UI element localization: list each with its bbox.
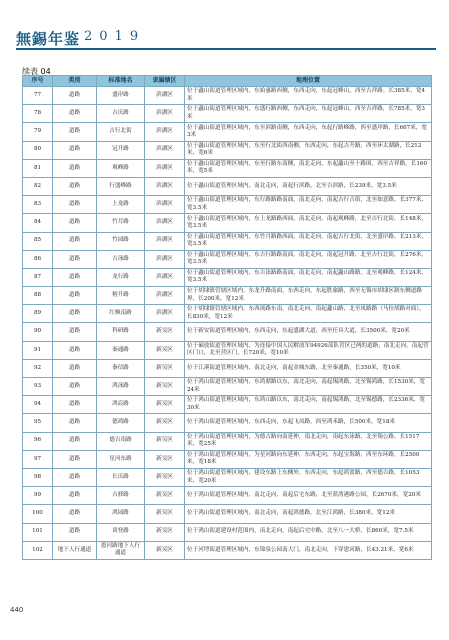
cell-standard-name: 龙行路 xyxy=(97,268,145,286)
table-row xyxy=(23,177,432,195)
cell-category: 道路 xyxy=(53,123,97,141)
table-row xyxy=(23,541,432,559)
cell-location: 位于蠡山街道管理区域内，南北走向，南起行滨路，北至吉滨路，长239米，宽3.5米 xyxy=(185,177,432,195)
cell-standard-name: 竹园路 xyxy=(97,232,145,250)
cell-number: 88 xyxy=(23,287,53,305)
cell-number: 99 xyxy=(23,487,53,505)
cell-location: 位于蠡山街道管理区域内，东至滨路南侧，东西走向，东起行路峰路，西至盛岸路，长667米，宽3米 xyxy=(185,123,432,141)
cell-standard-name: 谈登路 xyxy=(97,523,145,541)
table-row xyxy=(23,196,432,214)
cell-category: 道路 xyxy=(53,214,97,232)
cell-number: 101 xyxy=(23,523,53,541)
cell-district: 新吴区 xyxy=(145,523,185,541)
table-title: 续表 04 xyxy=(22,67,51,76)
col-header-number: 序号 xyxy=(23,76,53,87)
cell-standard-name: 冠升路 xyxy=(97,141,145,159)
cell-location: 位于蠡山街道管理区域内，东至行路东南侧，南北走向，东起蠡山至十路围，西至吉祥路，长160米，宽5米 xyxy=(185,159,432,177)
cell-number: 92 xyxy=(23,359,53,377)
header-rule xyxy=(16,48,436,50)
col-header-standard-name: 标准地名 xyxy=(97,76,145,87)
cell-location: 位于鸿山街道建设村范围内，南北走向，南起后宅中路，北至八一大桥，长860米，宽7.5米 xyxy=(185,523,432,541)
cell-location: 位于鸿山街道管理区域内，为星河路向东延伸，东西走向，东起宝海路，西至东环路，长2500米，宽18米 xyxy=(185,450,432,468)
yearbook-brand: 無錫年鉴 xyxy=(16,30,81,48)
table-row xyxy=(23,378,432,396)
cell-district: 新吴区 xyxy=(145,450,185,468)
cell-location: 位于蠡山街道管理区域内。东始惠路西侧，东西走向，东起冠峰山，西至吉祥路。长385米，宽4米 xyxy=(185,87,432,105)
cell-category: 道路 xyxy=(53,159,97,177)
cell-number: 83 xyxy=(23,196,53,214)
cell-category: 道路 xyxy=(53,105,97,123)
cell-location: 位于硕放街道管理区域内，为连接中国人民解放军94926部队营区已两的道路，南北走向，南起营区门口，北至营区门，长720米，宽10米 xyxy=(185,341,432,359)
cell-category: 地下人行通道 xyxy=(53,541,97,559)
cell-district: 新吴区 xyxy=(145,396,185,414)
cell-number: 77 xyxy=(23,87,53,105)
cell-category: 道路 xyxy=(53,87,97,105)
cell-category: 道路 xyxy=(53,378,97,396)
cell-category: 道路 xyxy=(53,414,97,432)
cell-category: 道路 xyxy=(53,287,97,305)
cell-district: 滨湖区 xyxy=(145,232,185,250)
cell-category: 道路 xyxy=(53,268,97,286)
cell-district: 新吴区 xyxy=(145,541,185,559)
cell-number: 90 xyxy=(23,323,53,341)
cell-district: 滨湖区 xyxy=(145,196,185,214)
cell-location: 位于蠡山街道管理区域内，东盛行路西侧，东西走向，东起冠峰山，西至吉祥路，长785米，宽3米 xyxy=(185,105,432,123)
cell-location: 位于鸿山街道管理区域内，为德吉路向南延伸，南北走向，南起东泳路，北至锡公路，长1517米，宽25米 xyxy=(185,432,432,450)
table-row xyxy=(23,468,432,486)
cell-number: 79 xyxy=(23,123,53,141)
table-row xyxy=(23,214,432,232)
cell-number: 84 xyxy=(23,214,53,232)
cell-category: 道路 xyxy=(53,232,97,250)
cell-district: 滨湖区 xyxy=(145,305,185,323)
cell-location: 位于蠡山街道管理区域内，东吉泳路路南面，南北走向，南起蠡山路路，北至观峰路，长124米，宽3.5米 xyxy=(185,268,432,286)
cell-number: 97 xyxy=(23,450,53,468)
cell-district: 新吴区 xyxy=(145,359,185,377)
cell-location: 位于鸿山街道管理区域内，南北走向，南起鸿德路，北至江鸿路，长380米，宽12米 xyxy=(185,505,432,523)
cell-location: 位于鸿山街道管理区域内，东鸿山路以东，南北走向，南起锡鸿路，北至锡德路，长2336米，宽30米 xyxy=(185,396,432,414)
cell-number: 91 xyxy=(23,341,53,359)
cell-category: 道路 xyxy=(53,487,97,505)
cell-standard-name: 行盛峰路 xyxy=(97,177,145,195)
cell-location: 位于蠡山街道管理区域内，东上龙路路西面，南北走向，南起观峰路，北至吉行北街，长148米，宽3.5米 xyxy=(185,214,432,232)
cell-district: 滨湖区 xyxy=(145,268,185,286)
cell-number: 85 xyxy=(23,232,53,250)
place-names-table xyxy=(22,75,432,560)
cell-category: 道路 xyxy=(53,341,97,359)
cell-standard-name: 吉泳路 xyxy=(97,250,145,268)
cell-number: 100 xyxy=(23,505,53,523)
table-row xyxy=(23,287,432,305)
cell-location: 位于蠡山街道管理区域内，东至行北街西南侧，东西走向，东起吉升路，西至环太湖路，长212米，宽6米 xyxy=(185,141,432,159)
cell-location: 位于鸿山街道管理区域内，东西走向，东起飞凤路，西至鸿禾路，长500米，宽18米 xyxy=(185,414,432,432)
cell-district: 新吴区 xyxy=(145,505,185,523)
cell-location: 位于江溪街道管理区域内，南北走向，南起金城东路，北至秦通路，长350米，宽10米 xyxy=(185,359,432,377)
cell-district: 滨湖区 xyxy=(145,177,185,195)
cell-district: 滨湖区 xyxy=(145,87,185,105)
table-row xyxy=(23,505,432,523)
cell-category: 道路 xyxy=(53,432,97,450)
cell-standard-name: 竹月路 xyxy=(97,214,145,232)
cell-category: 道路 xyxy=(53,450,97,468)
cell-number: 86 xyxy=(23,250,53,268)
cell-number: 78 xyxy=(23,105,53,123)
cell-number: 89 xyxy=(23,305,53,323)
cell-location: 位于蠡山街道管理区域内，东竹月路路西面，南北走向，南起吉行北街，北至盛岸路，长213米，宽3.5米 xyxy=(185,232,432,250)
table-row xyxy=(23,432,432,450)
table-body xyxy=(23,87,432,560)
table-row xyxy=(23,232,432,250)
cell-standard-name: 吉行北街 xyxy=(97,123,145,141)
page-number: 440 xyxy=(10,606,24,614)
table-row xyxy=(23,450,432,468)
cell-number: 80 xyxy=(23,141,53,159)
col-header-district: 隶属辖区 xyxy=(145,76,185,87)
cell-number: 94 xyxy=(23,396,53,414)
cell-location: 位于鸿山街道管理区域内，东鸿鼎路以东，南北走向，南起锡鸿路，北至锡鸿路，长1530米，宽24米 xyxy=(185,378,432,396)
table-header-row xyxy=(23,76,432,87)
cell-category: 道路 xyxy=(53,250,97,268)
cell-number: 96 xyxy=(23,432,53,450)
table-row xyxy=(23,268,432,286)
table-row xyxy=(23,396,432,414)
cell-location: 位于蠡山街道管理区域内，东吉行路路南面，南北走向，南起冠升路，北至吉行北街，长276米，宽3.5米 xyxy=(185,250,432,268)
table-row xyxy=(23,141,432,159)
cell-location: 位于鸿山街道管理区域内，南北走向，南起后宅东路，北至蓝湾港路公园，长2670米，宽20米 xyxy=(185,487,432,505)
yearbook-year: 2019 xyxy=(84,29,146,44)
cell-district: 滨湖区 xyxy=(145,141,185,159)
cell-number: 102 xyxy=(23,541,53,559)
cell-standard-name: 红枫南路 xyxy=(97,305,145,323)
cell-number: 98 xyxy=(23,468,53,486)
cell-district: 滨湖区 xyxy=(145,105,185,123)
cell-standard-name: 秦通路 xyxy=(97,341,145,359)
cell-category: 道路 xyxy=(53,196,97,214)
table-row xyxy=(23,487,432,505)
cell-location: 位于鸿山街道管理区域内，建设东路上东侧外，东西走向，东起鸿盈路，西至德吉路，长1053米，宽20米 xyxy=(185,468,432,486)
cell-location: 位于胡埭镇管辖区域内，东龙升路南面，东西走向，东起胜旅路，西至无锡市胡埭区制东侧道路界，长200米，宽12米 xyxy=(185,287,432,305)
col-header-location: 地理位置 xyxy=(185,76,432,87)
cell-standard-name: 鸿园路 xyxy=(97,505,145,523)
cell-category: 道路 xyxy=(53,359,97,377)
cell-location: 位于新安街道管理区域内，东西走向，东起盛湖大道，西至任具大道，长3500米，宽20米 xyxy=(185,323,432,341)
cell-number: 82 xyxy=(23,177,53,195)
cell-category: 道路 xyxy=(53,505,97,523)
cell-standard-name: 榕升路 xyxy=(97,287,145,305)
cell-standard-name: 上龙路 xyxy=(97,196,145,214)
table-row xyxy=(23,341,432,359)
cell-category: 道路 xyxy=(53,323,97,341)
cell-standard-name: 德吉南路 xyxy=(97,432,145,450)
table-row xyxy=(23,323,432,341)
cell-category: 道路 xyxy=(53,141,97,159)
cell-standard-name: 秦信路 xyxy=(97,359,145,377)
cell-standard-name: 长庆路 xyxy=(97,468,145,486)
cell-district: 滨湖区 xyxy=(145,214,185,232)
cell-standard-name: 科研路 xyxy=(97,323,145,341)
cell-standard-name: 吉庆路 xyxy=(97,105,145,123)
cell-standard-name: 盛岸路 xyxy=(97,87,145,105)
cell-standard-name: 恩河路地下人行通道 xyxy=(97,541,145,559)
cell-number: 81 xyxy=(23,159,53,177)
cell-district: 滨湖区 xyxy=(145,159,185,177)
cell-category: 道路 xyxy=(53,396,97,414)
cell-standard-name: 星河东路 xyxy=(97,450,145,468)
cell-category: 道路 xyxy=(53,468,97,486)
cell-standard-name: 德鸿路 xyxy=(97,414,145,432)
cell-location: 位于胡埭镇管辖区域内，东西流路东南，南北走向，南起蠡山路，北至凤路路（马拉胡路对面），长830米，宽12米 xyxy=(185,305,432,323)
table-row xyxy=(23,87,432,105)
table-row xyxy=(23,305,432,323)
cell-standard-name: 鸿泳路 xyxy=(97,378,145,396)
cell-district: 新吴区 xyxy=(145,414,185,432)
table-row xyxy=(23,250,432,268)
cell-standard-name: 鸿宸路 xyxy=(97,396,145,414)
cell-district: 新吴区 xyxy=(145,323,185,341)
cell-number: 93 xyxy=(23,378,53,396)
cell-district: 新吴区 xyxy=(145,432,185,450)
cell-standard-name: 观峰路 xyxy=(97,159,145,177)
table-row xyxy=(23,523,432,541)
cell-number: 87 xyxy=(23,268,53,286)
cell-district: 新吴区 xyxy=(145,378,185,396)
cell-category: 道路 xyxy=(53,177,97,195)
table-row xyxy=(23,414,432,432)
cell-location: 位于蠡山街道管理区域内，东行路路路南面，南北走向，南起吉行吉街，北至如意路，长377米，宽3.5米 xyxy=(185,196,432,214)
cell-district: 滨湖区 xyxy=(145,287,185,305)
cell-district: 滨湖区 xyxy=(145,250,185,268)
cell-district: 新吴区 xyxy=(145,341,185,359)
table-row xyxy=(23,105,432,123)
table-row xyxy=(23,159,432,177)
cell-location: 位于河埒街道管理区域内，东锦泉公园南大门，南北走向，下穿恩河路，长43.21米，宽6米 xyxy=(185,541,432,559)
cell-category: 道路 xyxy=(53,305,97,323)
col-header-category: 类别 xyxy=(53,76,97,87)
cell-number: 95 xyxy=(23,414,53,432)
table-row xyxy=(23,359,432,377)
page-header xyxy=(16,28,436,48)
cell-district: 新吴区 xyxy=(145,487,185,505)
table-row xyxy=(23,123,432,141)
cell-district: 新吴区 xyxy=(145,468,185,486)
cell-district: 滨湖区 xyxy=(145,123,185,141)
cell-standard-name: 吉驿路 xyxy=(97,487,145,505)
cell-category: 道路 xyxy=(53,523,97,541)
